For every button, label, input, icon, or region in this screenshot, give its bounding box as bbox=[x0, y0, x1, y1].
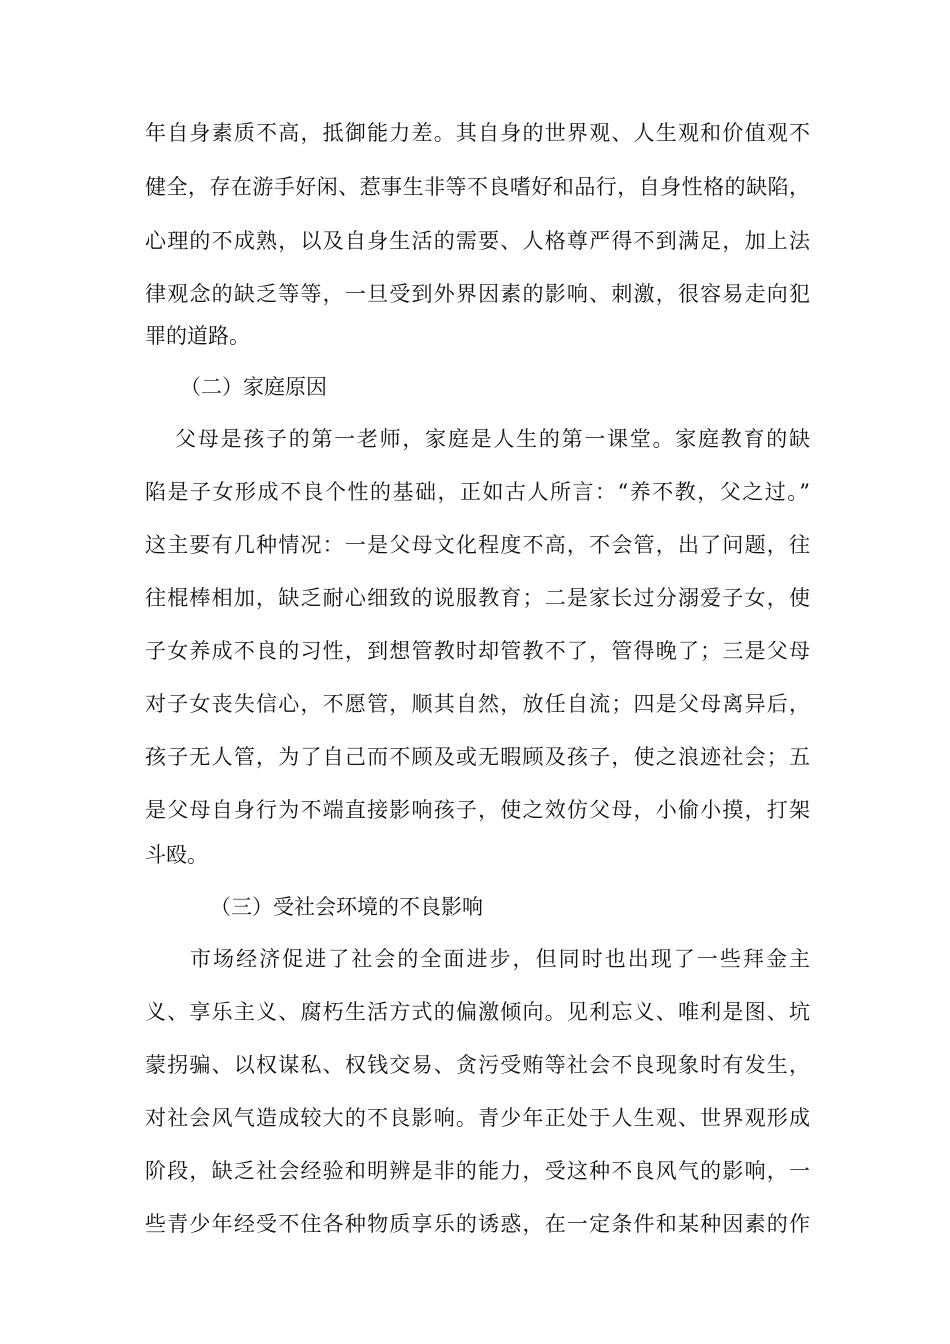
paragraph-line: 义、享乐主义、腐朽生活方式的偏激倾向。见利忘义、唯利是图、坑 bbox=[145, 1000, 810, 1024]
section-heading-family: （二）家庭原因 bbox=[180, 375, 327, 399]
paragraph-line: 罪的道路。 bbox=[145, 324, 250, 348]
paragraph-line: 子女养成不良的习性，到想管教时却管教不了，管得晚了；三是父母 bbox=[145, 639, 810, 663]
paragraph-line: 往棍棒相加，缺乏耐心细致的说服教育；二是家长过分溺爱子女，使 bbox=[145, 586, 810, 610]
paragraph-line: 对社会风气造成较大的不良影响。青少年正处于人生观、世界观形成 bbox=[145, 1106, 810, 1130]
paragraph-line: 父母是孩子的第一老师，家庭是人生的第一课堂。家庭教育的缺 bbox=[175, 427, 810, 451]
paragraph-line: 市场经济促进了社会的全面进步，但同时也出现了一些拜金主 bbox=[190, 947, 810, 971]
paragraph-line: 心理的不成熟，以及自身生活的需要、人格尊严得不到满足，加上法 bbox=[145, 229, 810, 253]
paragraph-line: 些青少年经受不住各种物质享乐的诱惑，在一定条件和某种因素的作 bbox=[145, 1212, 810, 1236]
paragraph-line: 这主要有几种情况：一是父母文化程度不高，不会管，出了问题，往 bbox=[145, 533, 810, 557]
paragraph-line: 陷是子女形成不良个性的基础，正如古人所言：“养不教，父之过。” bbox=[145, 480, 810, 504]
paragraph-line: 阶段，缺乏社会经验和明辨是非的能力，受这种不良风气的影响，一 bbox=[145, 1159, 810, 1183]
paragraph-line: 健全，存在游手好闲、惹事生非等不良嗜好和品行，自身性格的缺陷， bbox=[145, 175, 810, 199]
section-heading-society: （三）受社会环境的不良影响 bbox=[210, 895, 483, 919]
paragraph-line: 是父母自身行为不端直接影响孩子，使之效仿父母，小偷小摸，打架 bbox=[145, 798, 810, 822]
paragraph-line: 对子女丧失信心，不愿管，顺其自然，放任自流；四是父母离异后， bbox=[145, 692, 810, 716]
paragraph-line: 孩子无人管，为了自己而不顾及或无暇顾及孩子，使之浪迹社会；五 bbox=[145, 745, 810, 769]
paragraph-line: 律观念的缺乏等等，一旦受到外界因素的影响、刺激，很容易走向犯 bbox=[145, 282, 810, 306]
paragraph-line: 蒙拐骗、以权谋私、权钱交易、贪污受贿等社会不良现象时有发生， bbox=[145, 1053, 810, 1077]
paragraph-line: 斗殴。 bbox=[145, 843, 208, 867]
paragraph-line: 年自身素质不高，抵御能力差。其自身的世界观、人生观和价值观不 bbox=[145, 121, 810, 145]
